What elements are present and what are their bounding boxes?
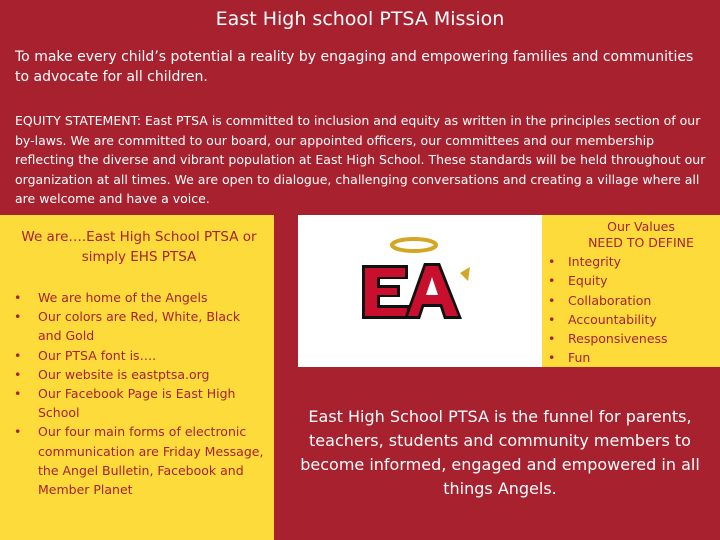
- values-heading-note: NEED TO DEFINE: [588, 235, 694, 250]
- wing-shape: [460, 267, 470, 281]
- value-item: • Accountability: [568, 310, 718, 329]
- value-item: • Collaboration: [568, 291, 718, 310]
- about-panel: [0, 215, 274, 540]
- value-item: • Responsiveness: [568, 329, 718, 348]
- halo-shape: [392, 239, 436, 251]
- values-panel: [542, 215, 720, 367]
- about-item: • Our website is eastptsa.org: [38, 365, 266, 384]
- value-item: • Integrity: [568, 252, 718, 271]
- ea-angel-logo-icon: [356, 233, 476, 343]
- letter-a: [404, 263, 462, 319]
- about-heading: We are….East High School PTSA or simply EHS PTSA: [21, 229, 257, 265]
- about-item: • Our PTSA font is….: [38, 346, 266, 365]
- slide-title: East High school PTSA Mission: [215, 8, 505, 30]
- funnel-statement: East High School PTSA is the funnel for parents, teachers, students and community members to become informed, engaged and empowered in all things Angels.: [300, 407, 700, 498]
- logo-box: [298, 215, 542, 367]
- about-item: • Our colors are Red, White, Black and Gold: [38, 307, 266, 345]
- about-item: • Our four main forms of electronic communication are Friday Message, the Angel Bulletin, Facebook and Member Planet: [38, 422, 266, 499]
- about-item: • We are home of the Angels: [38, 288, 266, 307]
- about-item: • Our Facebook Page is East High School: [38, 384, 266, 422]
- values-heading: [566, 219, 716, 251]
- mission-statement: To make every child’s potential a reality by engaging and empowering families and communities to advocate for all children.: [15, 49, 694, 85]
- equity-statement: EQUITY STATEMENT: East PTSA is committed to inclusion and equity as written in the principles section of our by-laws. We are committed to our board, our appointed officers, our committees and our membership reflecting the diverse and vibrant population at East High School. These standards will be held throughout our organization at all times. We are open to dialogue, challenging conversations and creating a village where all are welcome and have a voice.: [15, 113, 706, 206]
- values-heading-title: Our Values: [607, 219, 675, 234]
- value-item: • Equity: [568, 271, 718, 290]
- value-item: • Fun: [568, 348, 718, 367]
- values-list: [568, 252, 718, 368]
- about-list: [38, 288, 266, 499]
